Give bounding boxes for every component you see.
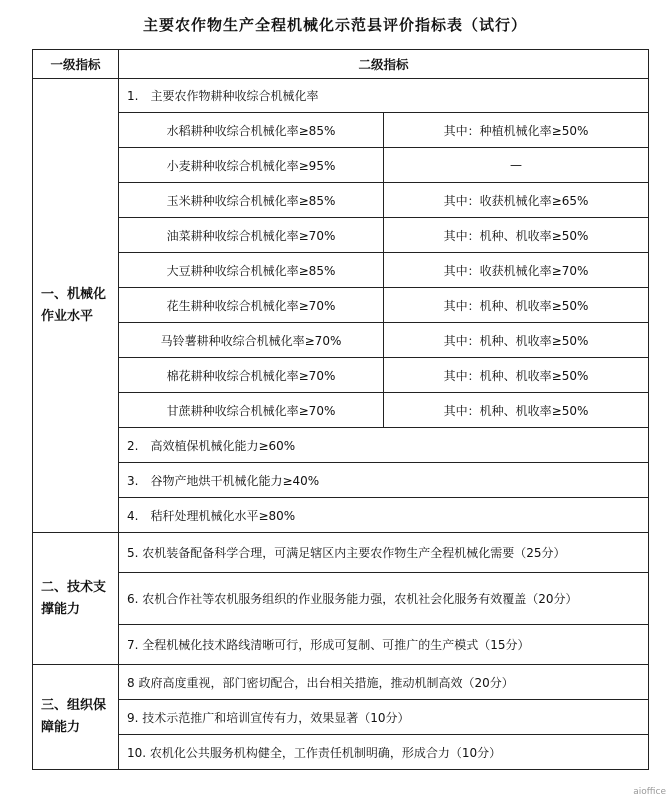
crop-subrate: — <box>384 148 649 183</box>
category-tech-support <box>33 533 119 665</box>
watermark: aioffice <box>633 787 666 797</box>
item-7: 7. 全程机械化技术路线清晰可行，形成可复制、可推广的生产模式（15分） <box>119 625 649 665</box>
crop-rate: 水稻耕种收综合机械化率≥85% <box>119 113 384 148</box>
table-row <box>33 700 649 735</box>
crop-subrate: 其中：机种、机收率≥50% <box>384 358 649 393</box>
crop-rate: 油菜耕种收综合机械化率≥70% <box>119 218 384 253</box>
crop-rate: 棉花耕种收综合机械化率≥70% <box>119 358 384 393</box>
crop-subrate: 其中：收获机械化率≥70% <box>384 253 649 288</box>
crop-rate: 玉米耕种收综合机械化率≥85% <box>119 183 384 218</box>
category-label: 二、技术支撑能力 <box>41 579 107 617</box>
table-row <box>33 393 649 428</box>
table-row <box>33 625 649 665</box>
item-3: 3. 谷物产地烘干机械化能力≥40% <box>119 463 649 498</box>
category-label: 三、组织保障能力 <box>41 698 107 735</box>
category-org-support <box>33 665 119 770</box>
crop-rate: 马铃薯耕种收综合机械化率≥70% <box>119 323 384 358</box>
table-row <box>33 665 649 700</box>
page-title: 主要农作物生产全程机械化示范县评价指标表（试行） <box>142 16 527 34</box>
crop-rate: 大豆耕种收综合机械化率≥85% <box>119 253 384 288</box>
crop-subrate: 其中：种植机械化率≥50% <box>384 113 649 148</box>
crop-subrate: 其中：机种、机收率≥50% <box>384 288 649 323</box>
category-mechanization <box>33 79 119 533</box>
crop-subrate: 其中：机种、机收率≥50% <box>384 218 649 253</box>
crop-rate: 花生耕种收综合机械化率≥70% <box>119 288 384 323</box>
table-row <box>33 573 649 625</box>
table-row <box>33 253 649 288</box>
table-row <box>33 148 649 183</box>
header-level1: 一级指标 <box>33 50 119 79</box>
item-8: 8 政府高度重视，部门密切配合，出台相关措施，推动机制高效（20分） <box>119 665 649 700</box>
table-row <box>33 288 649 323</box>
table-row <box>33 183 649 218</box>
item-10: 10. 农机化公共服务机构健全，工作责任机制明确，形成合力（10分） <box>119 735 649 770</box>
crop-rate: 甘蔗耕种收综合机械化率≥70% <box>119 393 384 428</box>
table-row <box>33 79 649 113</box>
crop-subrate: 其中：收获机械化率≥65% <box>384 183 649 218</box>
category-label: 一、机械化作业水平 <box>41 286 107 324</box>
table-header-row <box>33 50 649 79</box>
table-row <box>33 498 649 533</box>
table-row <box>33 218 649 253</box>
header-level2: 二级指标 <box>119 50 649 79</box>
table-row <box>33 735 649 770</box>
item-1-heading: 1. 主要农作物耕种收综合机械化率 <box>119 79 649 113</box>
item-5: 5. 农机装备配备科学合理，可满足辖区内主要农作物生产全程机械化需要（25分） <box>119 533 649 573</box>
table-row <box>33 533 649 573</box>
item-4: 4. 秸秆处理机械化水平≥80% <box>119 498 649 533</box>
item-9: 9. 技术示范推广和培训宣传有力，效果显著（10分） <box>119 700 649 735</box>
table-row <box>33 323 649 358</box>
evaluation-table <box>32 49 649 770</box>
item-6: 6. 农机合作社等农机服务组织的作业服务能力强，农机社会化服务有效覆盖（20分） <box>119 573 649 625</box>
table-row <box>33 428 649 463</box>
table-row <box>33 358 649 393</box>
table-row <box>33 113 649 148</box>
crop-rate: 小麦耕种收综合机械化率≥95% <box>119 148 384 183</box>
item-2: 2. 高效植保机械化能力≥60% <box>119 428 649 463</box>
table-row <box>33 463 649 498</box>
crop-subrate: 其中：机种、机收率≥50% <box>384 323 649 358</box>
crop-subrate: 其中：机种、机收率≥50% <box>384 393 649 428</box>
